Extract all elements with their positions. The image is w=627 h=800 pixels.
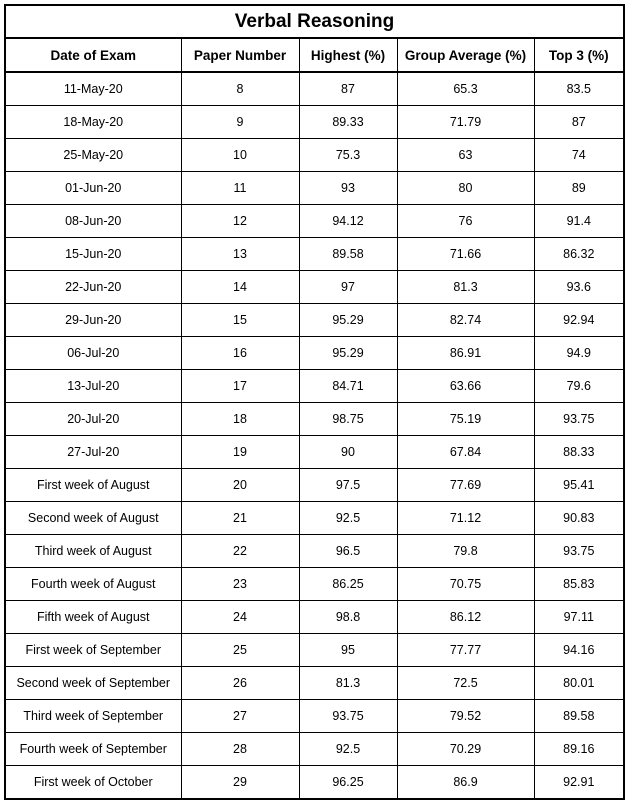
cell-paper-number: 21: [181, 502, 299, 535]
cell-top-3: 83.5: [534, 72, 624, 106]
cell-group-average: 86.91: [397, 337, 534, 370]
cell-highest: 84.71: [299, 370, 397, 403]
cell-highest: 93.75: [299, 700, 397, 733]
cell-date: Second week of September: [5, 667, 181, 700]
cell-group-average: 71.79: [397, 106, 534, 139]
cell-top-3: 93.75: [534, 535, 624, 568]
table-row: [5, 436, 624, 469]
cell-group-average: 67.84: [397, 436, 534, 469]
cell-paper-number: 27: [181, 700, 299, 733]
cell-highest: 89.33: [299, 106, 397, 139]
cell-highest: 95: [299, 634, 397, 667]
cell-paper-number: 18: [181, 403, 299, 436]
table-row: [5, 72, 624, 106]
cell-top-3: 93.6: [534, 271, 624, 304]
table-row: [5, 139, 624, 172]
cell-date: First week of September: [5, 634, 181, 667]
cell-date: 18-May-20: [5, 106, 181, 139]
cell-group-average: 86.12: [397, 601, 534, 634]
cell-top-3: 92.91: [534, 766, 624, 800]
cell-group-average: 63.66: [397, 370, 534, 403]
cell-highest: 87: [299, 72, 397, 106]
header-paper-number: Paper Number: [181, 38, 299, 72]
cell-group-average: 72.5: [397, 667, 534, 700]
cell-paper-number: 24: [181, 601, 299, 634]
cell-group-average: 71.66: [397, 238, 534, 271]
cell-top-3: 89: [534, 172, 624, 205]
cell-paper-number: 13: [181, 238, 299, 271]
cell-group-average: 77.69: [397, 469, 534, 502]
table-row: [5, 667, 624, 700]
cell-group-average: 80: [397, 172, 534, 205]
cell-date: 06-Jul-20: [5, 337, 181, 370]
results-sheet: [4, 4, 623, 800]
cell-highest: 92.5: [299, 733, 397, 766]
cell-top-3: 91.4: [534, 205, 624, 238]
cell-paper-number: 14: [181, 271, 299, 304]
cell-paper-number: 22: [181, 535, 299, 568]
header-row: [5, 38, 624, 72]
table-row: [5, 403, 624, 436]
cell-date: 01-Jun-20: [5, 172, 181, 205]
cell-top-3: 88.33: [534, 436, 624, 469]
cell-highest: 97.5: [299, 469, 397, 502]
cell-group-average: 77.77: [397, 634, 534, 667]
table-row: [5, 304, 624, 337]
cell-paper-number: 10: [181, 139, 299, 172]
table-row: [5, 601, 624, 634]
table-row: [5, 205, 624, 238]
cell-paper-number: 15: [181, 304, 299, 337]
cell-date: 13-Jul-20: [5, 370, 181, 403]
table-row: [5, 106, 624, 139]
cell-group-average: 70.29: [397, 733, 534, 766]
cell-group-average: 79.8: [397, 535, 534, 568]
cell-group-average: 63: [397, 139, 534, 172]
cell-date: Fourth week of August: [5, 568, 181, 601]
cell-group-average: 82.74: [397, 304, 534, 337]
table-row: [5, 469, 624, 502]
table-row: [5, 535, 624, 568]
cell-date: 27-Jul-20: [5, 436, 181, 469]
cell-highest: 81.3: [299, 667, 397, 700]
cell-top-3: 79.6: [534, 370, 624, 403]
cell-highest: 89.58: [299, 238, 397, 271]
cell-group-average: 71.12: [397, 502, 534, 535]
table-row: [5, 502, 624, 535]
cell-paper-number: 9: [181, 106, 299, 139]
cell-highest: 97: [299, 271, 397, 304]
cell-paper-number: 19: [181, 436, 299, 469]
cell-group-average: 70.75: [397, 568, 534, 601]
title-row: [5, 5, 624, 38]
header-group-average: Group Average (%): [397, 38, 534, 72]
cell-highest: 95.29: [299, 337, 397, 370]
cell-date: 20-Jul-20: [5, 403, 181, 436]
cell-highest: 98.75: [299, 403, 397, 436]
cell-top-3: 94.9: [534, 337, 624, 370]
cell-paper-number: 8: [181, 72, 299, 106]
table-title: Verbal Reasoning: [5, 5, 624, 38]
cell-paper-number: 16: [181, 337, 299, 370]
cell-date: Third week of August: [5, 535, 181, 568]
cell-group-average: 75.19: [397, 403, 534, 436]
table-row: [5, 172, 624, 205]
table-row: [5, 337, 624, 370]
cell-paper-number: 20: [181, 469, 299, 502]
cell-top-3: 93.75: [534, 403, 624, 436]
cell-top-3: 74: [534, 139, 624, 172]
cell-top-3: 95.41: [534, 469, 624, 502]
cell-top-3: 89.58: [534, 700, 624, 733]
cell-top-3: 94.16: [534, 634, 624, 667]
cell-top-3: 90.83: [534, 502, 624, 535]
cell-paper-number: 26: [181, 667, 299, 700]
cell-highest: 92.5: [299, 502, 397, 535]
cell-date: Fourth week of September: [5, 733, 181, 766]
cell-date: First week of August: [5, 469, 181, 502]
cell-highest: 75.3: [299, 139, 397, 172]
cell-paper-number: 23: [181, 568, 299, 601]
table-row: [5, 271, 624, 304]
cell-top-3: 86.32: [534, 238, 624, 271]
cell-date: 25-May-20: [5, 139, 181, 172]
cell-paper-number: 11: [181, 172, 299, 205]
cell-top-3: 92.94: [534, 304, 624, 337]
table-row: [5, 733, 624, 766]
cell-group-average: 81.3: [397, 271, 534, 304]
cell-highest: 93: [299, 172, 397, 205]
header-date-of-exam: Date of Exam: [5, 38, 181, 72]
cell-date: 08-Jun-20: [5, 205, 181, 238]
cell-highest: 94.12: [299, 205, 397, 238]
cell-highest: 96.25: [299, 766, 397, 800]
header-top-3: Top 3 (%): [534, 38, 624, 72]
cell-top-3: 87: [534, 106, 624, 139]
cell-highest: 96.5: [299, 535, 397, 568]
cell-group-average: 79.52: [397, 700, 534, 733]
cell-paper-number: 12: [181, 205, 299, 238]
cell-date: 22-Jun-20: [5, 271, 181, 304]
cell-top-3: 80.01: [534, 667, 624, 700]
cell-date: Second week of August: [5, 502, 181, 535]
cell-highest: 98.8: [299, 601, 397, 634]
cell-date: 15-Jun-20: [5, 238, 181, 271]
cell-date: 29-Jun-20: [5, 304, 181, 337]
cell-highest: 90: [299, 436, 397, 469]
cell-date: Fifth week of August: [5, 601, 181, 634]
cell-date: 11-May-20: [5, 72, 181, 106]
cell-group-average: 65.3: [397, 72, 534, 106]
table-row: [5, 370, 624, 403]
cell-paper-number: 25: [181, 634, 299, 667]
table-body: [5, 72, 624, 799]
cell-highest: 86.25: [299, 568, 397, 601]
table-row: [5, 700, 624, 733]
cell-group-average: 86.9: [397, 766, 534, 800]
cell-top-3: 97.11: [534, 601, 624, 634]
table-row: [5, 766, 624, 800]
cell-highest: 95.29: [299, 304, 397, 337]
cell-top-3: 89.16: [534, 733, 624, 766]
cell-top-3: 85.83: [534, 568, 624, 601]
header-highest: Highest (%): [299, 38, 397, 72]
cell-group-average: 76: [397, 205, 534, 238]
table-row: [5, 568, 624, 601]
table-row: [5, 238, 624, 271]
cell-date: Third week of September: [5, 700, 181, 733]
cell-paper-number: 17: [181, 370, 299, 403]
results-table: [4, 4, 625, 800]
cell-date: First week of October: [5, 766, 181, 800]
cell-paper-number: 28: [181, 733, 299, 766]
table-row: [5, 634, 624, 667]
cell-paper-number: 29: [181, 766, 299, 800]
